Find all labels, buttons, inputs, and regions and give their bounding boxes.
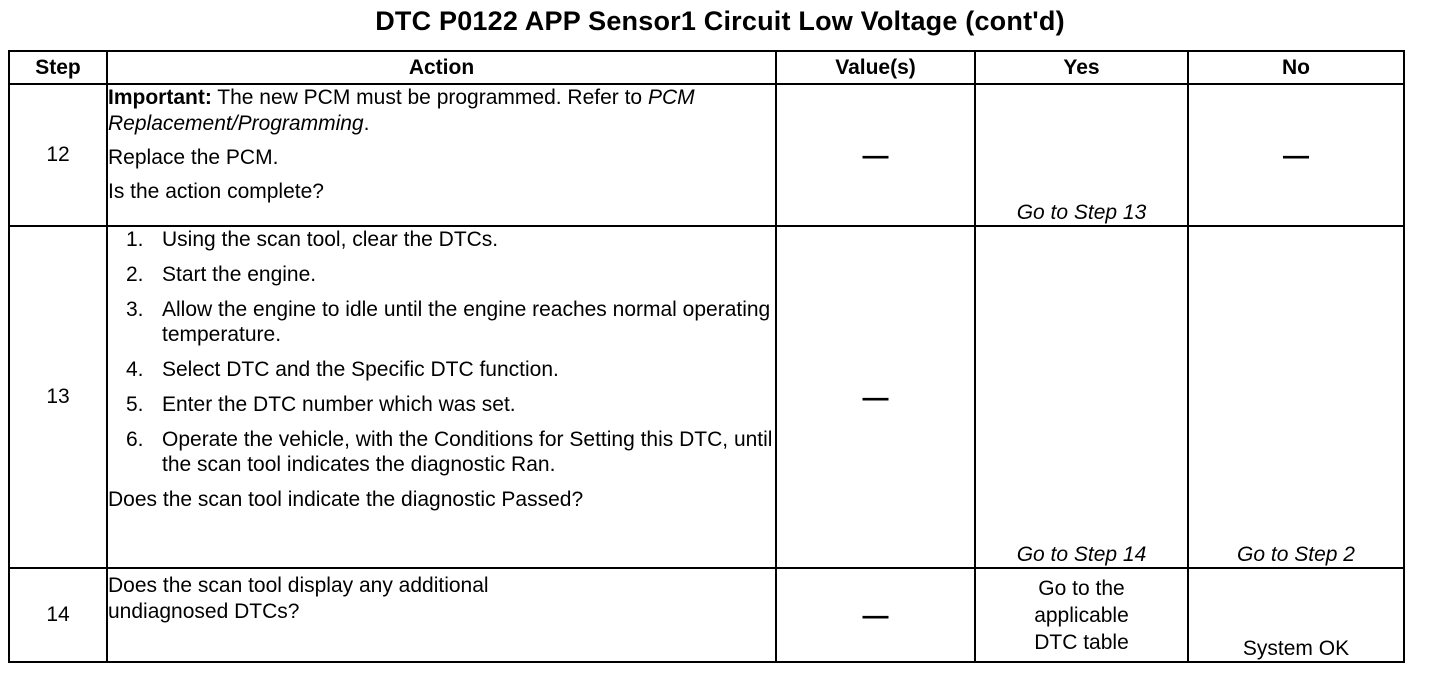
action-instruction: Replace the PCM. bbox=[108, 146, 279, 169]
procedure-text: Operate the vehicle, with the Conditions for Setting this DTC, until the scan tool indicates the diagnostic Ran. bbox=[162, 428, 773, 476]
action-question: Is the action complete? bbox=[108, 180, 324, 203]
step-number: 12 bbox=[9, 84, 107, 226]
action-question: Does the scan tool display any additional undiagnosed DTCs? bbox=[108, 574, 489, 623]
no-cell bbox=[1188, 84, 1404, 226]
procedure-number: 4. bbox=[126, 358, 144, 381]
procedure-item bbox=[108, 427, 775, 477]
procedure-item bbox=[108, 297, 775, 347]
value-cell bbox=[776, 84, 975, 226]
header-values: Value(s) bbox=[776, 51, 975, 84]
action-cell bbox=[107, 568, 776, 662]
header-yes: Yes bbox=[975, 51, 1188, 84]
no-cell: System OK bbox=[1188, 568, 1404, 662]
important-label: Important: bbox=[108, 86, 212, 109]
procedure-number: 5. bbox=[126, 393, 144, 416]
procedure-text: Enter the DTC number which was set. bbox=[162, 393, 516, 416]
yes-line: DTC table bbox=[1034, 630, 1129, 654]
yes-cell bbox=[975, 568, 1188, 662]
header-action: Action bbox=[107, 51, 776, 84]
value-cell bbox=[776, 568, 975, 662]
procedure-text: Allow the engine to idle until the engine reaches normal operating temperature. bbox=[162, 298, 771, 346]
important-end: . bbox=[363, 112, 370, 135]
header-step: Step bbox=[9, 51, 107, 84]
table-row-step-12 bbox=[9, 84, 1404, 226]
procedure-list bbox=[108, 227, 775, 477]
procedure-number: 2. bbox=[126, 263, 144, 286]
action-cell bbox=[107, 84, 776, 226]
procedure-item bbox=[108, 392, 775, 417]
value-dash: — bbox=[862, 599, 889, 630]
value-dash: — bbox=[862, 381, 889, 412]
yes-cell: Go to Step 13 bbox=[975, 84, 1188, 226]
yes-line: applicable bbox=[1034, 603, 1129, 627]
important-reference: PCM Replacement/Programming bbox=[108, 86, 695, 135]
procedure-text: Start the engine. bbox=[162, 263, 317, 286]
action-cell bbox=[107, 226, 776, 568]
procedure-text: Using the scan tool, clear the DTCs. bbox=[162, 228, 499, 251]
procedure-item bbox=[108, 357, 775, 382]
header-no: No bbox=[1188, 51, 1404, 84]
action-question: Does the scan tool indicate the diagnostic Passed? bbox=[108, 488, 584, 511]
yes-cell: Go to Step 14 bbox=[975, 226, 1188, 568]
procedure-text: Select DTC and the Specific DTC function. bbox=[162, 358, 559, 381]
important-text: The new PCM must be programmed. Refer to bbox=[211, 86, 648, 109]
yes-line: Go to the bbox=[1038, 576, 1125, 600]
table-row-step-13 bbox=[9, 226, 1404, 568]
step-number: 13 bbox=[9, 226, 107, 568]
important-note bbox=[108, 85, 775, 137]
step-number: 14 bbox=[9, 568, 107, 662]
procedure-number: 3. bbox=[126, 298, 144, 321]
procedure-item bbox=[108, 227, 775, 252]
page-title: DTC P0122 APP Sensor1 Circuit Low Voltage (cont'd) bbox=[375, 6, 1065, 36]
procedure-item bbox=[108, 262, 775, 287]
table-row-step-14 bbox=[9, 568, 1404, 662]
procedure-number: 6. bbox=[126, 428, 144, 451]
table-header-row bbox=[9, 51, 1404, 84]
procedure-number: 1. bbox=[126, 228, 144, 251]
no-dash: — bbox=[1283, 139, 1309, 170]
no-cell: Go to Step 2 bbox=[1188, 226, 1404, 568]
diagnostic-table bbox=[8, 50, 1405, 663]
value-cell bbox=[776, 226, 975, 568]
value-dash: — bbox=[862, 139, 889, 170]
